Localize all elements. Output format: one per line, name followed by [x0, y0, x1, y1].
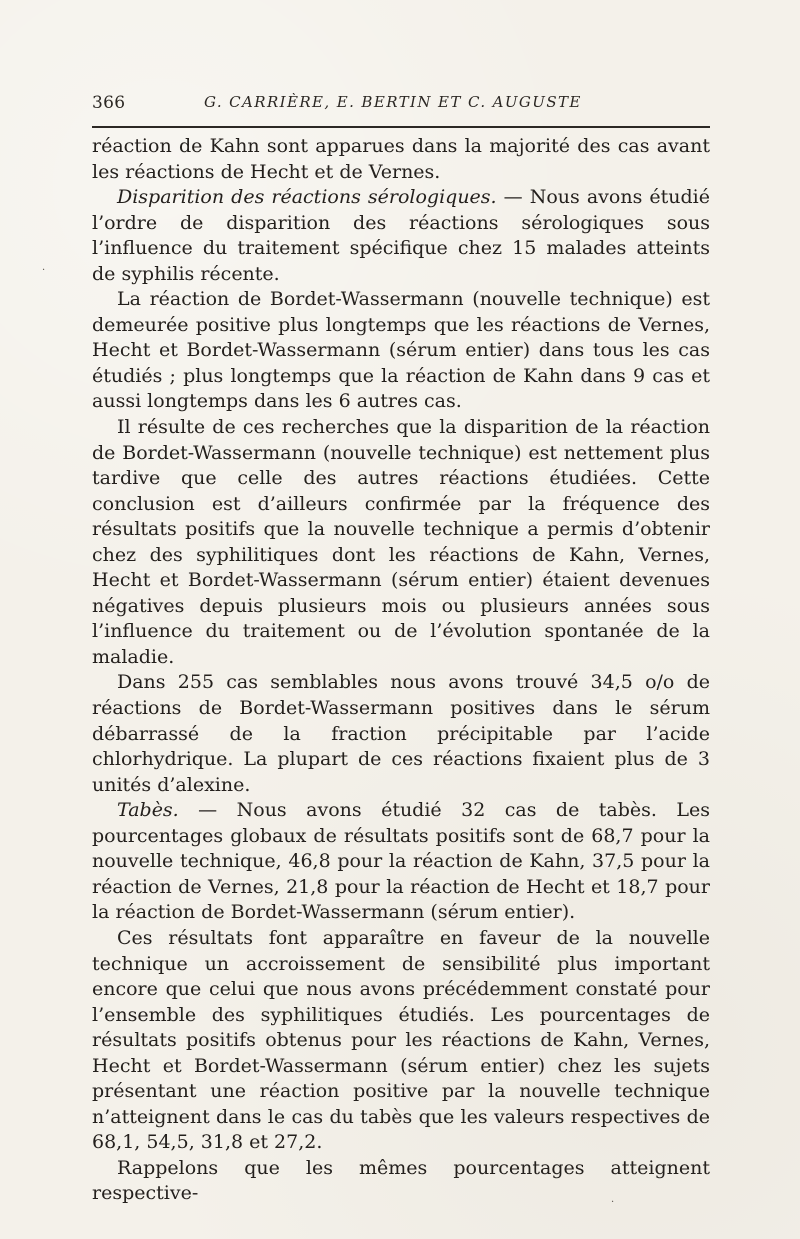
paragraph-tabes	[92, 798, 710, 926]
paragraph-rappelons: Rappelons que les mêmes pourcentages atteignent respective-	[92, 1156, 710, 1205]
paragraph-disparition-text: — Nous avons étudié l’ordre de disparition des réactions sérologiques sous l’influence du traitement spécifique chez 15 malades atteints de syphilis récente.	[92, 186, 710, 285]
header-rule	[92, 126, 710, 128]
paragraph-results: Il résulte de ces recherches que la disparition de la réaction de Bordet-Wassermann (nouvelle technique) est nettement plus tardive que celle des autres réactions étudiées. Cette conclusion est d’ailleurs confirmée par la fréquence des résultats positifs que la nouvelle technique a permis d’obtenir chez des syphilitiques dont les réactions de Kahn, Vernes, Hecht et Bordet-Wassermann (sérum entier) étaient devenues négatives depuis plusieurs mois ou plusieurs années sous l’influence du traitement ou de l’évolution spontanée de la maladie.	[92, 416, 710, 668]
paragraph-bordet-wassermann: La réaction de Bordet-Wassermann (nouvelle technique) est demeurée positive plus longtemps que les réactions de Vernes, Hecht et Bordet-Wassermann (sérum entier) dans tous les cas étudiés ; plus longtemps que la réaction de Kahn dans 9 cas et aussi longtemps dans les 6 autres cas.	[92, 288, 710, 413]
page-mark: ·	[611, 1197, 615, 1208]
page-number: 366	[92, 93, 126, 113]
running-title: G. CARRIÈRE, E. BERTIN ET C. AUGUSTE	[204, 93, 582, 111]
paragraph-disparition	[92, 185, 710, 287]
margin-mark: ·	[42, 265, 46, 276]
section-label-tabes: Tabès.	[117, 799, 179, 822]
main-text	[92, 134, 710, 1207]
paragraph-255-cases: Dans 255 cas semblables nous avons trouvé 34,5 o/o de réactions de Bordet-Wassermann positives dans le sérum débarrassé de la fraction précipitable par l’acide chlorhydrique. La plupart de ces réactions fixaient plus de 3 unités d’alexine.	[92, 671, 710, 796]
paragraph-continuation: réaction de Kahn sont apparues dans la majorité des cas avant les réactions de Hecht et de Vernes.	[92, 135, 710, 183]
page-header	[92, 93, 710, 117]
paragraph-tabes-text: — Nous avons étudié 32 cas de tabès. Les pourcentages globaux de résultats positifs sont de 68,7 pour la nouvelle technique, 46,8 pour la réaction de Kahn, 37,5 pour la réaction de Vernes, 21,8 pour la réaction de Hecht et 18,7 pour la réaction de Bordet-Wassermann (sérum entier).	[92, 799, 710, 924]
section-label-disparition: Disparition des réactions sérologiques.	[117, 186, 497, 209]
paragraph-sensitivity: Ces résultats font apparaître en faveur de la nouvelle technique un accroissement de sensibilité plus important encore que celui que nous avons précédemment constaté pour l’ensemble des syphilitiques étudiés. Les pourcentages de résultats positifs obtenus pour les réactions de Kahn, Vernes, Hecht et Bordet-Wassermann (sérum entier) chez les sujets présentant une réaction positive par la nouvelle technique n’atteignent dans le cas du tabès que les valeurs respectives de 68,1, 54,5, 31,8 et 27,2.	[92, 926, 710, 1154]
